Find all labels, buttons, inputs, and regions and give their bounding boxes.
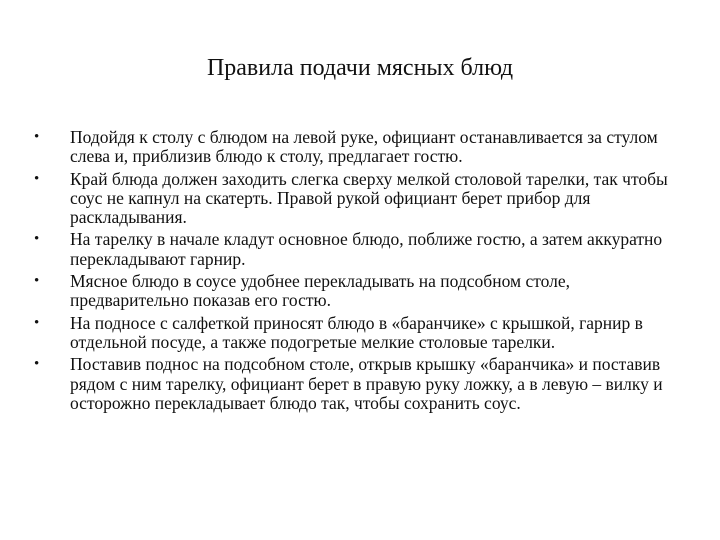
list-item (34, 355, 684, 413)
list-item (34, 272, 684, 311)
bullet-list (34, 128, 684, 416)
list-item (34, 170, 684, 228)
list-item-text: Поставив поднос на подсобном столе, открыв крышку «баранчика» и поставив рядом с ним тарелку, официант берет в правую руку ложку, а в левую – вилку и осторожно перекладывает блюдо так, чтобы сохранить соус. (70, 354, 663, 413)
list-item-text: Край блюда должен заходить слегка сверху мелкой столовой тарелки, так чтобы соус не капнул на скатерть. Правой рукой официант берет прибор для раскладывания. (70, 168, 668, 228)
bullet-icon: • (34, 170, 40, 187)
bullet-icon: • (34, 356, 40, 373)
list-item (34, 314, 684, 353)
bullet-icon: • (34, 273, 40, 290)
list-item-text: Мясное блюдо в соусе удобнее перекладывать на подсобном столе, предварительно показав его гостю. (70, 271, 571, 311)
bullet-icon: • (34, 231, 40, 248)
list-item (34, 230, 684, 269)
list-item (34, 128, 684, 167)
list-item-text: Подойдя к столу с блюдом на левой руке, официант останавливается за стулом слева и, приблизив блюдо к столу, предлагает гостю. (70, 127, 658, 167)
bullet-icon: • (34, 314, 40, 331)
list-item-text: На подносе с салфеткой приносят блюдо в «баранчике» с крышкой, гарнир в отдельной посуде, а также подогретые мелкие столовые тарелки. (70, 312, 643, 352)
list-item-text: На тарелку в начале кладут основное блюдо, поближе гостю, а затем аккуратно перекладывают гарнир. (70, 229, 663, 269)
slide-title-text: Правила подачи мясных блюд (206, 55, 514, 81)
bullet-icon: • (34, 129, 40, 145)
slide-title (0, 52, 720, 84)
